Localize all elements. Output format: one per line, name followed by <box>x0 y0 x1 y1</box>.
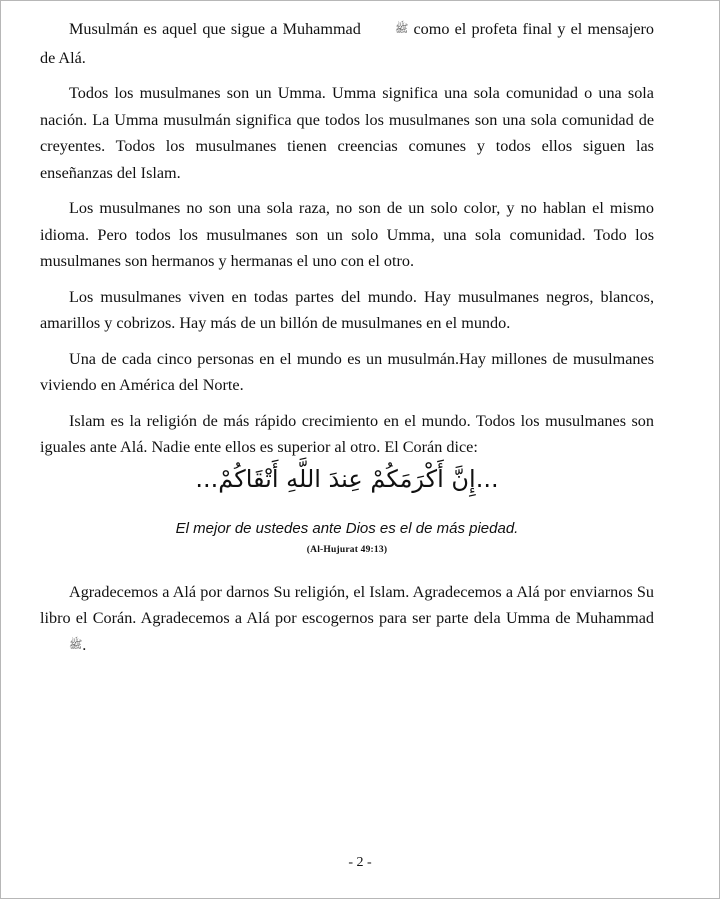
quran-verse-arabic: ...إِنَّ أَكْرَمَكُمْ عِندَ اللَّهِ أَتْقَاكُمْ... <box>195 464 499 493</box>
paragraph-1 <box>40 16 654 71</box>
paragraph-1-text-end: como el profeta final y el mensajero de Alá. <box>40 20 654 67</box>
paragraph-1-text: Musulmán es aquel que sigue a Muhammad <box>69 20 366 38</box>
quran-verse-translation: El mejor de ustedes ante Dios es el de más piedad. <box>175 519 519 537</box>
paragraph-4: Los musulmanes viven en todas partes del mundo. Hay musulmanes negros, blancos, amarillos y cobrizos. Hay más de un billón de musulmanes en el mundo. <box>40 287 654 332</box>
paragraph-5: Una de cada cinco personas en el mundo es un musulmán.Hay millones de musulmanes viviendo en América del Norte. <box>40 349 654 394</box>
pbuh-honorific-icon: ﷺ <box>395 23 409 35</box>
closing-paragraph-end: . <box>82 635 87 654</box>
closing-paragraph-text: Agradecemos a Alá por darnos Su religión, el Islam. Agradecemos a Alá por enviarnos Su libro el Corán. Agradecemos a Alá por escogernos para ser parte dela Umma de Muhammad <box>40 582 654 627</box>
quran-verse-reference: (Al-Hujurat 49:13) <box>306 544 388 555</box>
paragraph-3: Los musulmanes no son una sola raza, no son de un solo color, y no hablan el mismo idioma. Pero todos los musulmanes son un solo Umma, una sola comunidad. Todo los musulmanes son hermanos y hermanas el uno con el otro. <box>40 199 654 270</box>
page-content <box>40 16 654 669</box>
closing-paragraph <box>40 579 654 661</box>
paragraph-6: Islam es la religión de más rápido crecimiento en el mundo. Todos los musulmanes son iguales ante Alá. Nadie ente ellos es superior al otro. El Corán dice: <box>40 411 654 456</box>
pbuh-honorific-icon-2: ﷺ <box>69 638 83 651</box>
paragraph-2: Todos los musulmanes son un Umma. Umma significa una sola comunidad o una sola nación. La Umma musulmán significa que todos los musulmanes son una sola comunidad de creyentes. Todos los musulmanes tienen creencias comunes y todos ellos siguen las enseñanzas del Islam. <box>40 84 654 182</box>
page-number: - 2 - <box>348 855 372 870</box>
